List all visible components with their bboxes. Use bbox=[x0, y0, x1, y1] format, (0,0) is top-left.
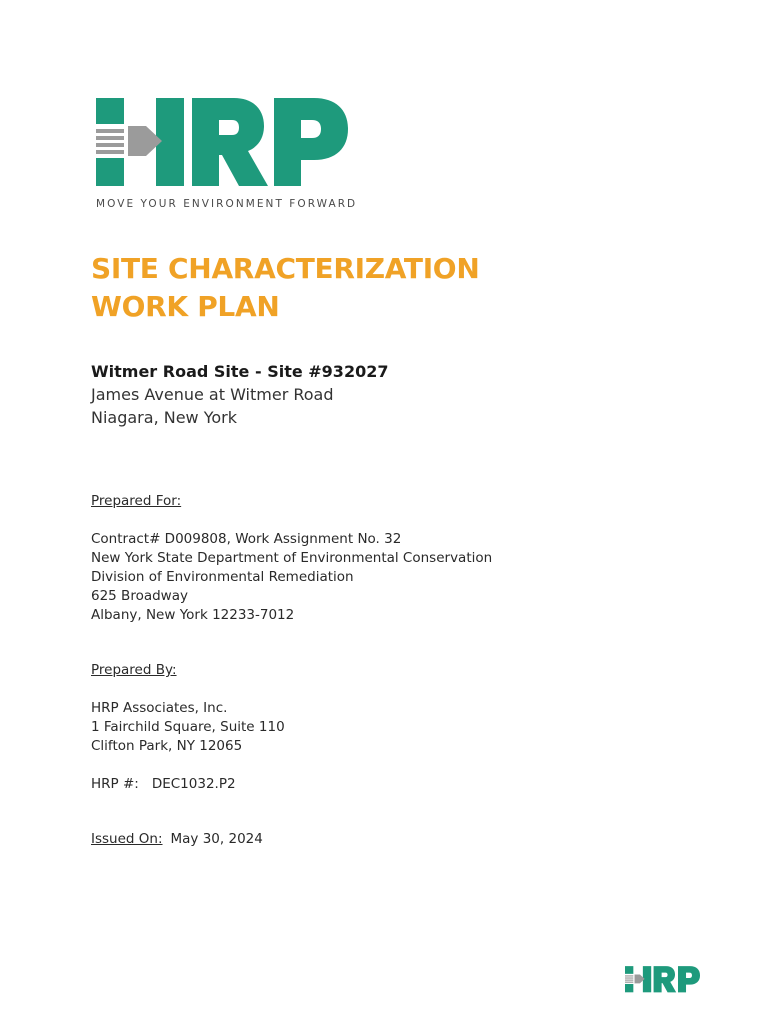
prepared-for-label: Prepared For: bbox=[91, 493, 182, 509]
logo-h-left-top bbox=[96, 98, 124, 124]
logo-r bbox=[192, 98, 268, 186]
hrp-number bbox=[91, 775, 236, 794]
logo-h-left-bottom bbox=[96, 158, 124, 186]
prepared-for-line: Division of Environmental Remediation bbox=[91, 569, 354, 585]
issued-on bbox=[91, 830, 263, 849]
prepared-by-line: 1 Fairchild Square, Suite 110 bbox=[91, 719, 285, 735]
prepared-for-line: Albany, New York 12233-7012 bbox=[91, 607, 295, 623]
site-address-2: Niagara, New York bbox=[91, 408, 237, 427]
prepared-for-line: 625 Broadway bbox=[91, 588, 188, 604]
hrp-number-label: HRP #: bbox=[91, 776, 139, 792]
title-line-2: WORK PLAN bbox=[91, 290, 280, 323]
document-title bbox=[91, 250, 611, 326]
site-name: Witmer Road Site - Site #932027 bbox=[91, 362, 389, 381]
hrp-footer-logo bbox=[625, 966, 703, 996]
prepared-by-line: HRP Associates, Inc. bbox=[91, 700, 228, 716]
prepared-for-line: New York State Department of Environmental Conservation bbox=[91, 550, 493, 566]
site-info bbox=[91, 360, 388, 429]
prepared-by-line: Clifton Park, NY 12065 bbox=[91, 738, 243, 754]
hrp-number-value: DEC1032.P2 bbox=[151, 776, 236, 792]
logo-arrow bbox=[96, 126, 162, 156]
logo-p bbox=[274, 98, 348, 186]
logo-tagline: MOVE YOUR ENVIRONMENT FORWARD bbox=[96, 198, 358, 210]
prepared-by-label: Prepared By: bbox=[91, 662, 177, 678]
issued-on-date: May 30, 2024 bbox=[170, 831, 263, 847]
issued-on-label: Issued On: bbox=[91, 831, 163, 847]
prepared-for-line: Contract# D009808, Work Assignment No. 32 bbox=[91, 531, 402, 547]
site-address-1: James Avenue at Witmer Road bbox=[91, 385, 334, 404]
prepared-for-block bbox=[91, 530, 492, 625]
title-line-1: SITE CHARACTERIZATION bbox=[91, 252, 480, 285]
prepared-by-block bbox=[91, 699, 285, 756]
